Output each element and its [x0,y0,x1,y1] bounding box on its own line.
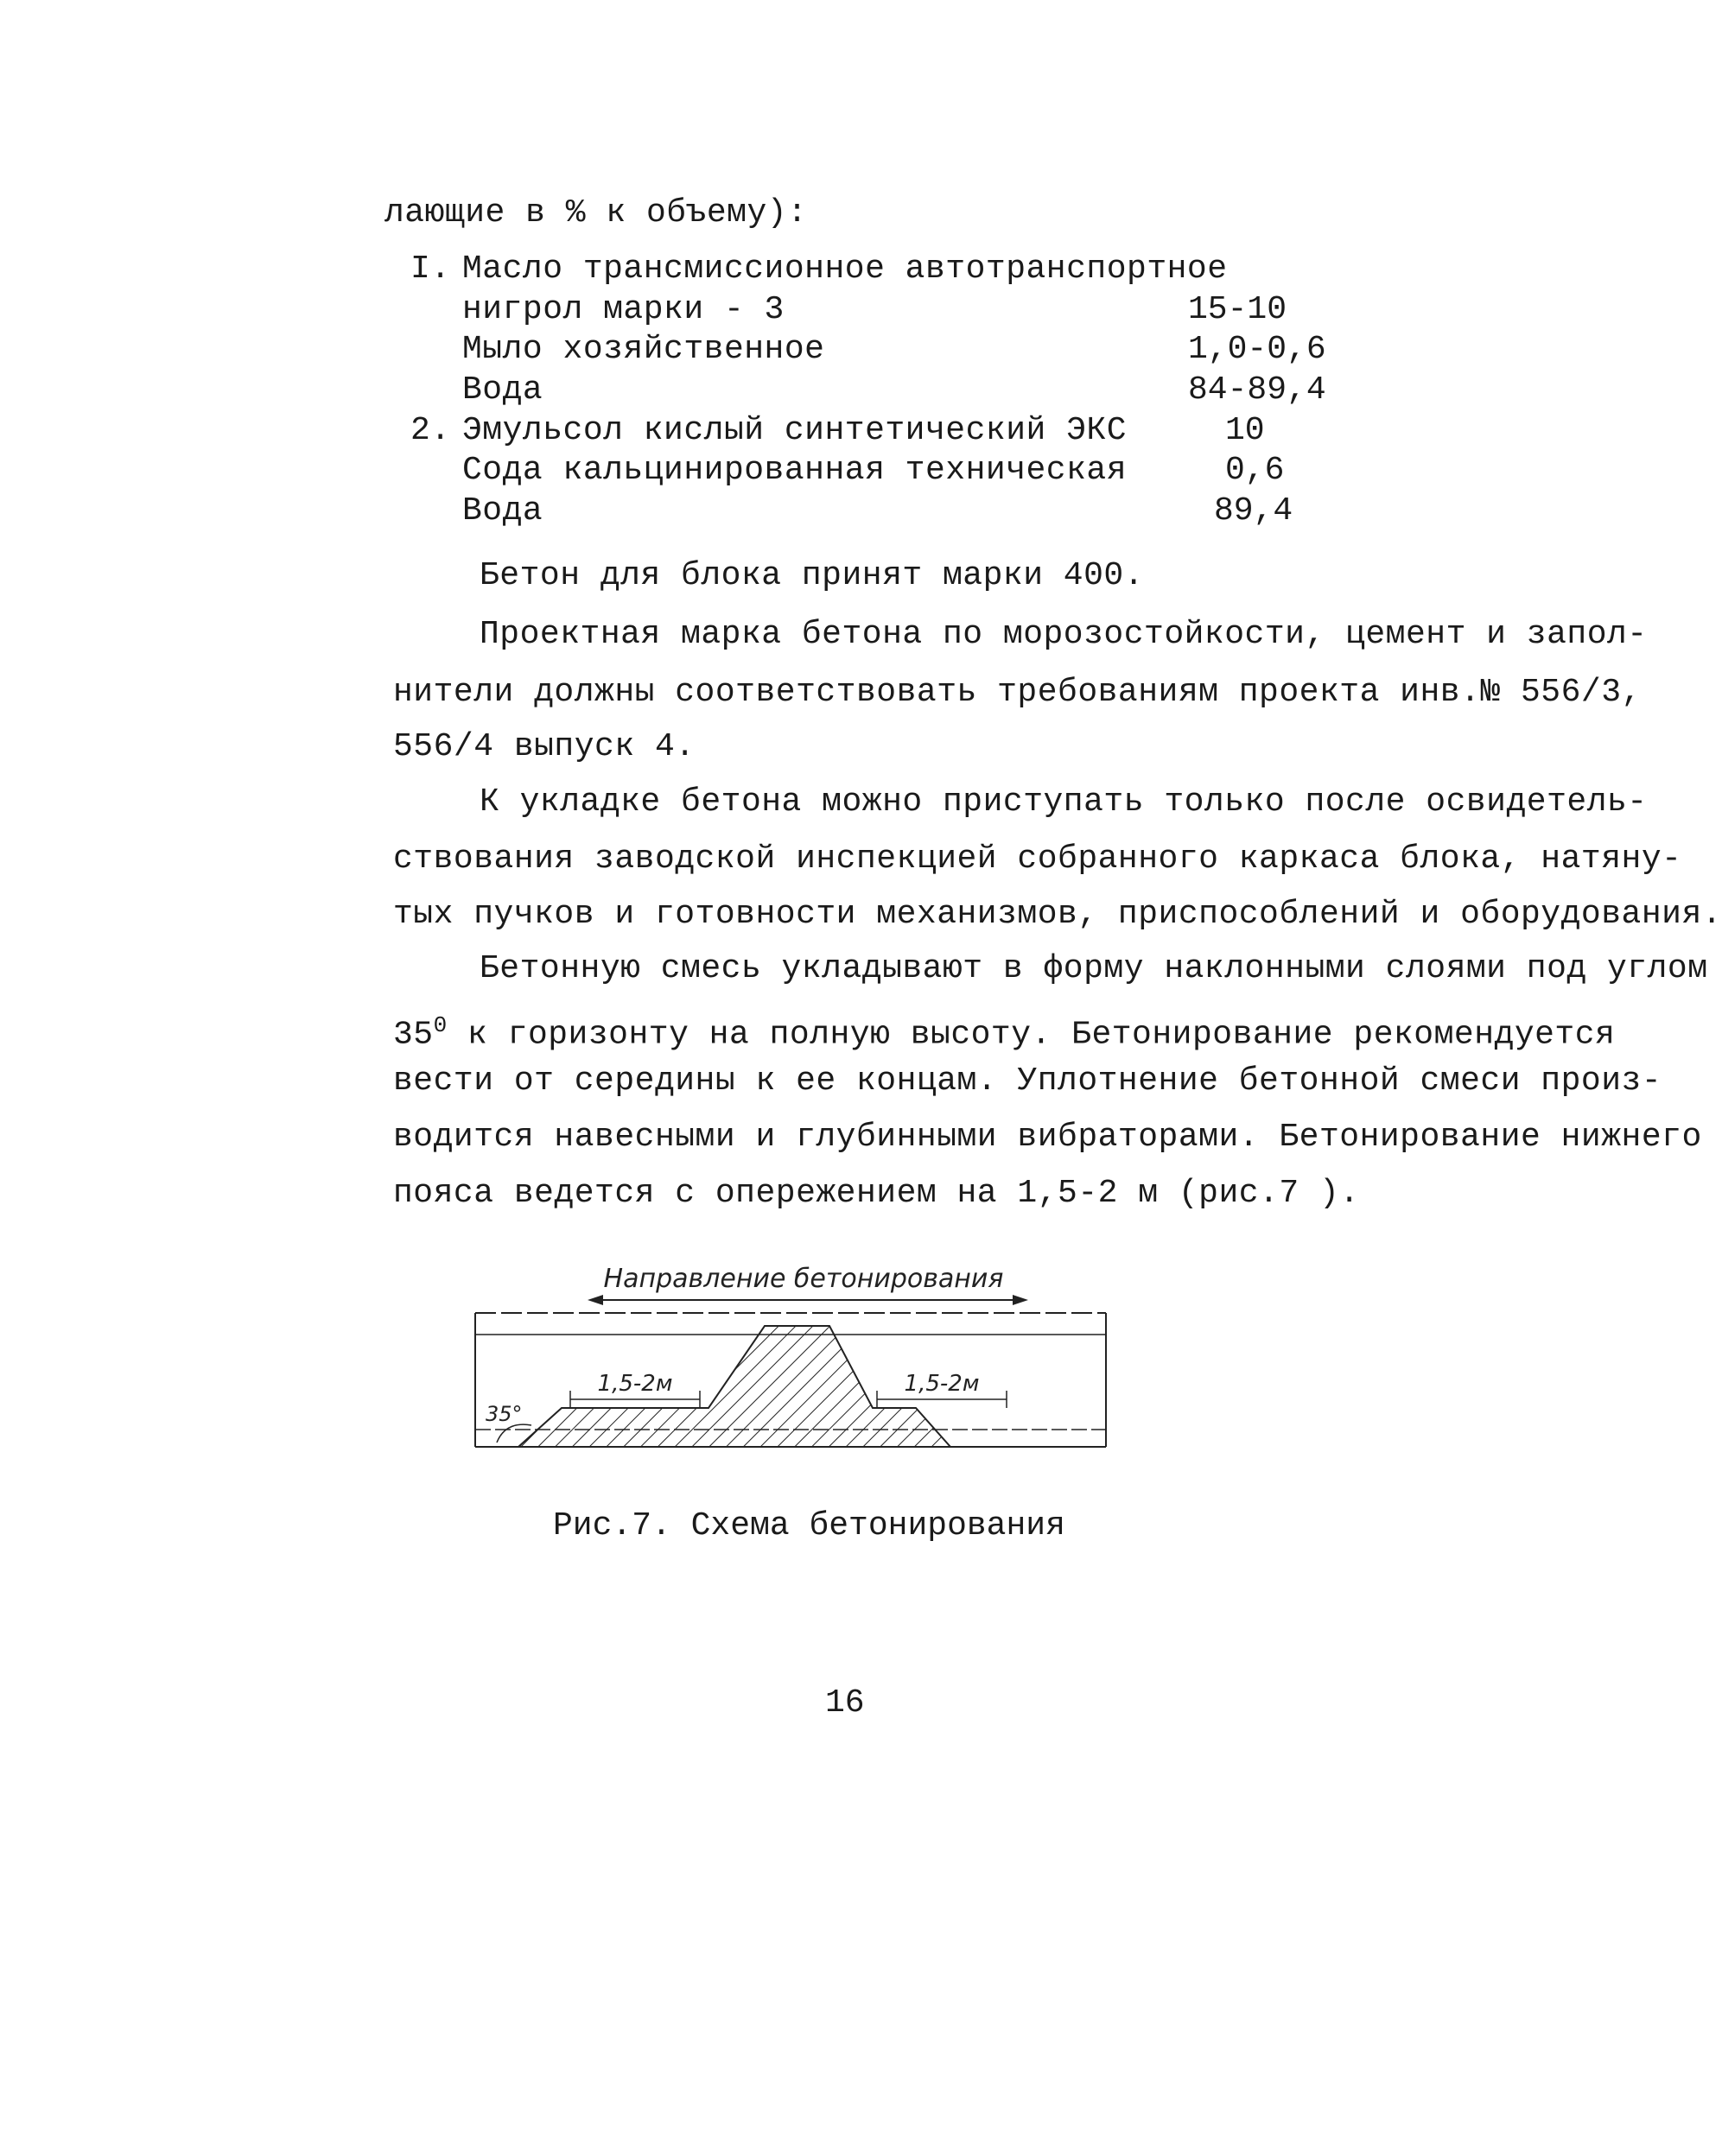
item2-row1-value: 10 [1225,412,1265,449]
figure-caption: Рис.7. Схема бетонирования [553,1507,1065,1544]
item1-title: Масло трансмиссионное автотранспортное [462,250,1228,288]
angle-label: 35° [486,1402,523,1426]
direction-label: Направление бетонирования [603,1264,1004,1294]
paragraph-4-line-3: вести от середины к ее концам. Уплотнение бетонной смеси произ- [393,1062,1662,1100]
left-dimension-label: 1,5-2м [597,1371,673,1397]
direction-arrow-right-head [1013,1295,1028,1305]
right-dimension-label: 1,5-2м [904,1371,980,1397]
item1-row2-name: Мыло хозяйственное [462,331,825,368]
item1-row1-name: нигрол марки - 3 [462,291,785,328]
direction-arrow-left-head [588,1295,603,1305]
paragraph-3-line-1: К укладке бетона можно приступать только после освидетель- [480,783,1648,821]
paragraph-2-line-1: Проектная марка бетона по морозостойкости, цемент и запол- [480,616,1648,653]
paragraph-1: Бетон для блока принят марки 400. [480,557,1145,594]
item1-row3-name: Вода [462,371,543,409]
page-number: 16 [825,1684,865,1722]
item2-row2-name: Сода кальцинированная техническая [462,452,1128,489]
paragraph-4-line-2-text: к горизонту на полную высоту. Бетонирование рекомендуется [467,1016,1616,1054]
paragraph-4-line-4: водится навесными и глубинными вибраторами. Бетонирование нижнего [393,1119,1702,1156]
intro-text: лающие в % к объему): [384,194,808,231]
paragraph-2-line-2: нители должны соответствовать требованиям проекта инв.№ 556/3, [393,674,1642,711]
item1-marker: I. [410,250,451,288]
item1-row3-value: 84-89,4 [1188,371,1326,409]
paragraph-4-line-2 [393,1006,1615,1055]
concrete-layers [518,1326,950,1447]
angle-value: 35 [393,1016,434,1054]
item1-row2-value: 1,0-0,6 [1188,331,1326,368]
paragraph-3-line-2: ствования заводской инспекцией собранного каркаса блока, натяну- [393,840,1682,878]
paragraph-2-line-3: 556/4 выпуск 4. [393,728,696,765]
paragraph-4-line-1: Бетонную смесь укладывают в форму наклонными слоями под углом [480,950,1708,987]
item2-row2-value: 0,6 [1225,452,1285,489]
concreting-scheme-diagram [467,1261,1132,1468]
angle-degree-sup: 0 [433,1012,448,1038]
item2-row1-name: Эмульсол кислый синтетический ЭКС [462,412,1128,449]
item2-row3-name: Вода [462,492,543,529]
item2-marker: 2. [410,412,451,449]
paragraph-4-line-5: пояса ведется с опережением на 1,5-2 м (рис.7 ). [393,1175,1360,1212]
paragraph-3-line-3: тых пучков и готовности механизмов, приспособлений и оборудования. [393,896,1722,933]
item2-row3-value: 89,4 [1214,492,1293,529]
item1-row1-value: 15-10 [1188,291,1287,328]
